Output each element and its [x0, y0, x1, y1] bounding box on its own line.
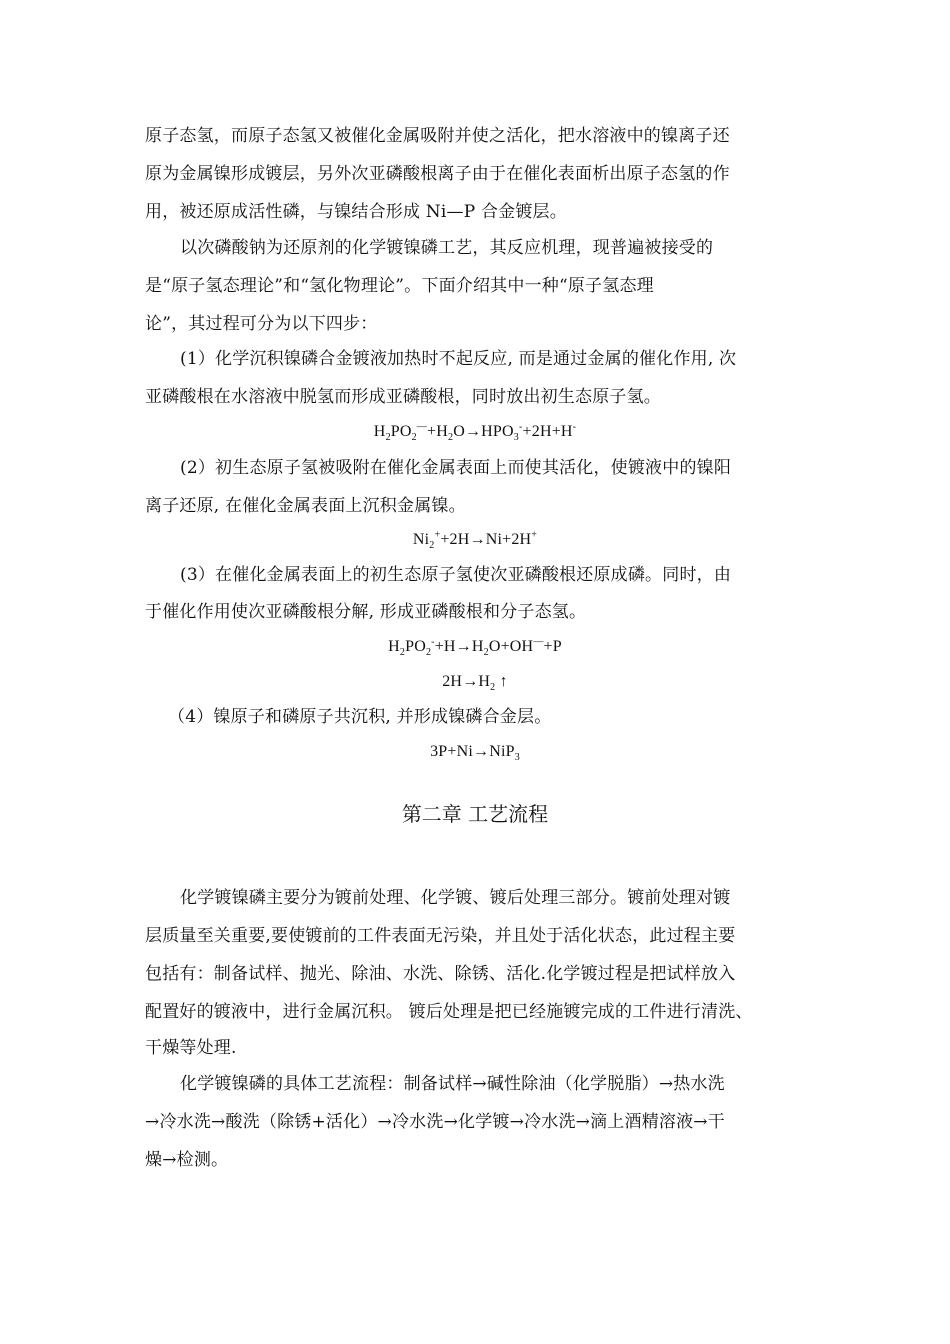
paragraph-line: →冷水洗→酸洗（除锈+活化）→冷水洗→化学镀→冷水洗→滴上酒精溶液→干 [145, 1112, 725, 1132]
step-line: 离子还原, 在催化金属表面上沉积金属镍。 [145, 496, 466, 516]
paragraph-line: 以次磷酸钠为还原剂的化学镀镍磷工艺，其反应机理，现普遍被接受的 [180, 238, 714, 258]
step-line: （4）镍原子和磷原子共沉积, 并形成镍磷合金层。 [168, 707, 552, 727]
chapter-heading: 第二章 工艺流程 [401, 802, 549, 826]
equation-1: $H_2PO_2^—+H_2O\to HPO_3^-+2H+H^-$ [373, 421, 577, 444]
paragraph-line: 干燥等处理. [145, 1038, 237, 1058]
paragraph-line: 配置好的镀液中，进行金属沉积。 镀后处理是把已经施镀完成的工件进行清洗、 [145, 1002, 753, 1022]
paragraph-line: 论”，其过程可分为以下四步： [145, 314, 378, 334]
step-line: (2）初生态原子氢被吸附在催化金属表面上而使其活化，使镀液中的镍阳 [180, 458, 732, 478]
paragraph-line: 燥→检测。 [145, 1150, 229, 1170]
equation-4: $2H\to H_2$ ↑ [442, 673, 508, 694]
paragraph-line: 化学镀镍磷的具体工艺流程：制备试样→碱性除油（化学脱脂）→热水洗 [180, 1074, 725, 1094]
paragraph-line: 用，被还原成活性磷，与镍结合形成 Ni—P 合金镀层。 [145, 202, 567, 222]
paragraph-line: 层质量至关重要,要使镀前的工件表面无污染，并且处于活化状态，此过程主要 [145, 926, 736, 946]
step-line: (1）化学沉积镍磷合金镀液加热时不起反应, 而是通过金属的催化作用, 次 [180, 349, 737, 369]
equation-2: $Ni_2^++2H\to Ni+2H^+$ [412, 529, 538, 552]
equation-3: $H_2PO_2^-+H\to H_2O+OH^—+P$ [388, 636, 562, 659]
step-line: (3）在催化金属表面上的初生态原子氢使次亚磷酸根还原成磷。同时，由 [180, 565, 732, 585]
step-line: 于催化作用使次亚磷酸根分解, 形成亚磷酸根和分子态氢。 [145, 602, 587, 622]
paragraph-line: 包括有：制备试样、抛光、除油、水洗、除锈、活化.化学镀过程是把试样放入 [145, 964, 736, 984]
step-line: 亚磷酸根在水溶液中脱氢而形成亚磷酸根，同时放出初生态原子氢。 [145, 387, 661, 407]
paragraph-line: 是“原子氢态理论”和“氢化物理论”。下面介绍其中一种“原子氢态理 [145, 276, 654, 296]
paragraph-line: 原子态氢，而原子态氢又被催化金属吸附并使之活化，把水溶液中的镍离子还 [145, 126, 730, 146]
paragraph-line: 原为金属镍形成镀层，另外次亚磷酸根离子由于在催化表面析出原子态氢的作 [145, 164, 730, 184]
paragraph-line: 化学镀镍磷主要分为镀前处理、化学镀、镀后处理三部分。镀前处理对镀 [180, 888, 731, 908]
equation-5: 3P+Ni→NiP$_3$ [430, 743, 520, 764]
